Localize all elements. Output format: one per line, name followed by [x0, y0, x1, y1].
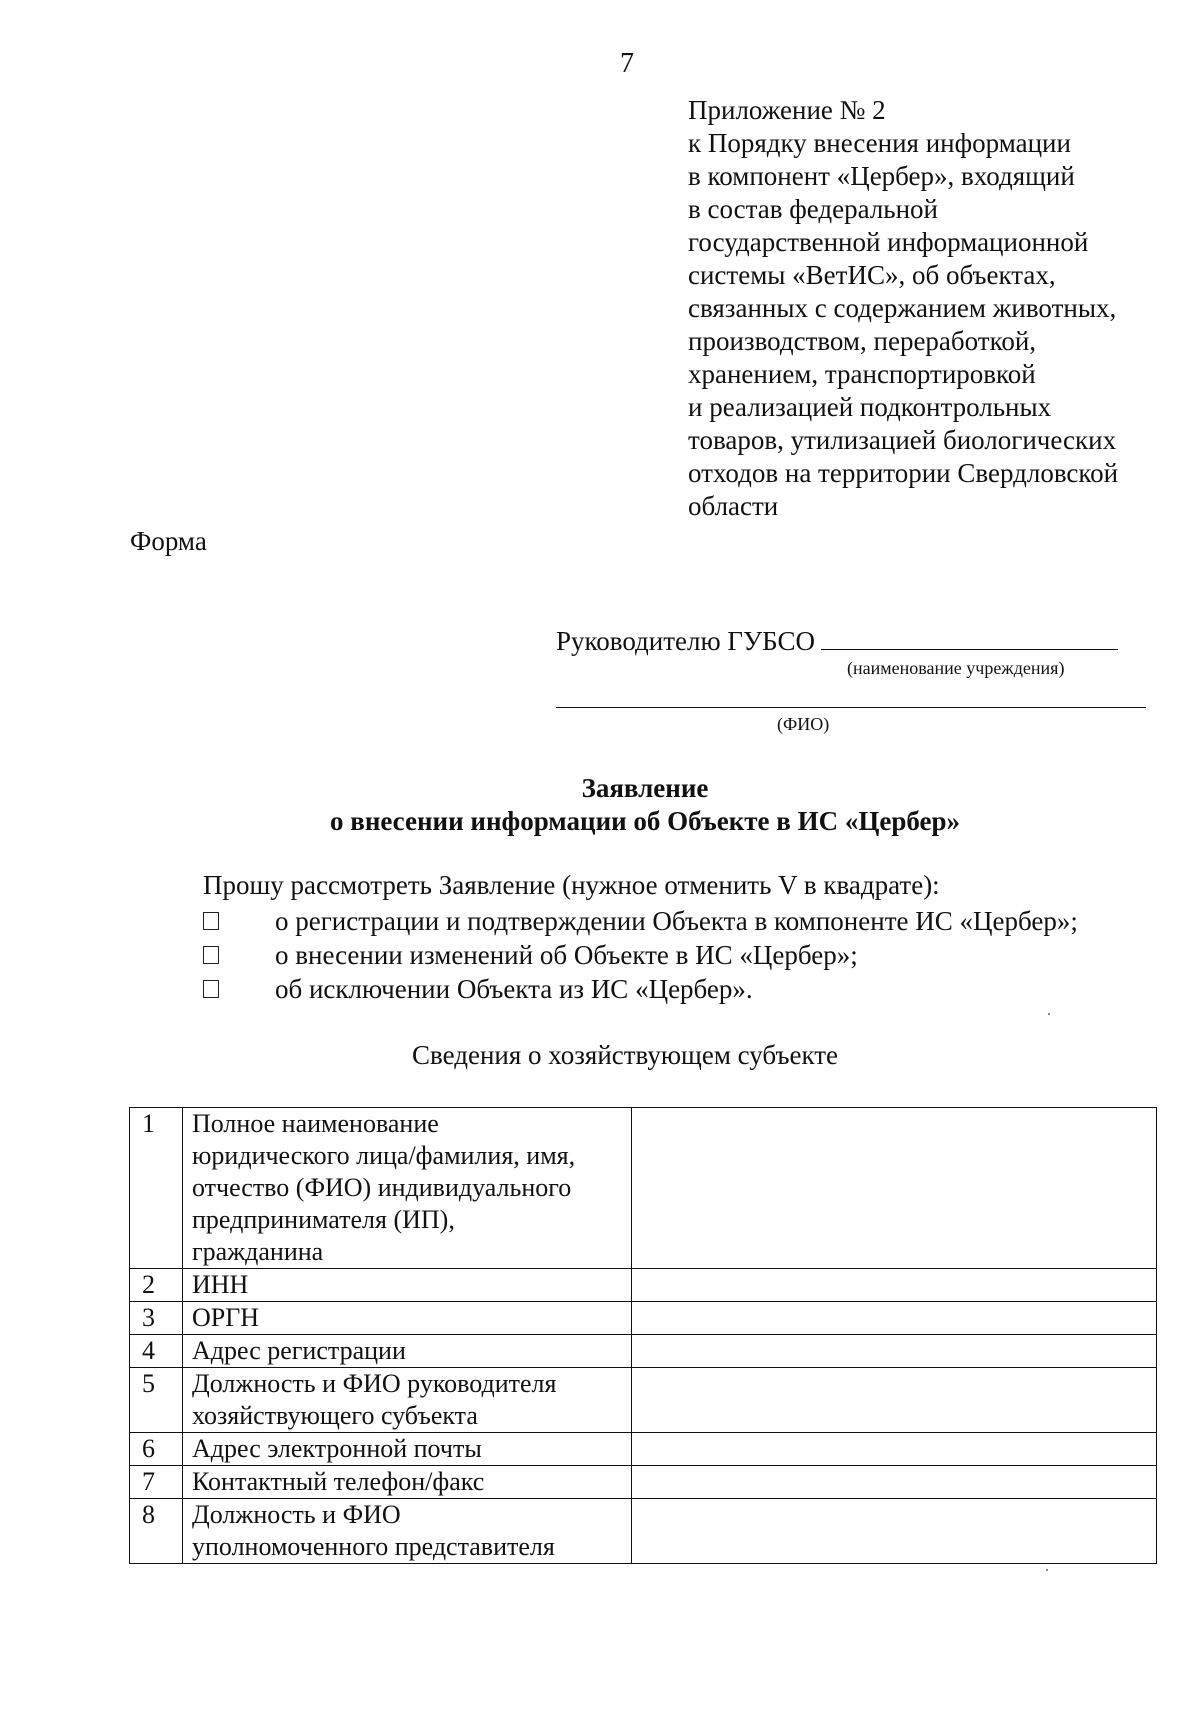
- row-label-line: предпринимателя (ИП),: [192, 1205, 455, 1234]
- scan-speck: [1046, 1569, 1048, 1571]
- row-label-line: Должность и ФИО: [192, 1500, 401, 1529]
- option-exclusion: [203, 974, 753, 1005]
- institution-name-field[interactable]: [821, 625, 1118, 650]
- row-value[interactable]: [632, 1302, 1157, 1335]
- row-number: 3: [130, 1302, 183, 1335]
- row-label-line: Контактный телефон/факс: [192, 1467, 485, 1496]
- row-label: [183, 1335, 632, 1368]
- table-row: [130, 1499, 1157, 1564]
- table-row: [130, 1335, 1157, 1368]
- table-row: [130, 1302, 1157, 1335]
- addressee-line: [556, 625, 1118, 657]
- appendix-line: товаров, утилизацией биологических: [688, 425, 1117, 455]
- document-subtitle: о внесении информации об Объекте в ИС «Цербер»: [329, 806, 961, 836]
- row-number: 1: [130, 1108, 183, 1269]
- option-changes: [203, 940, 858, 971]
- checkbox[interactable]: [203, 912, 219, 930]
- row-number: 8: [130, 1499, 183, 1564]
- row-value[interactable]: [632, 1433, 1157, 1466]
- institution-name-hint: (наименование учреждения): [847, 658, 1065, 678]
- addressee-label: Руководителю ГУБСО: [556, 626, 815, 656]
- page-number: 7: [620, 48, 634, 79]
- row-number: 7: [130, 1466, 183, 1499]
- row-label-line: Адрес электронной почты: [192, 1434, 482, 1463]
- option-label: о регистрации и подтверждении Объекта в компоненте ИС «Цербер»;: [275, 906, 1078, 936]
- appendix-line: в состав федеральной: [688, 194, 939, 224]
- row-label-line: отчество (ФИО) индивидуального: [192, 1173, 572, 1202]
- request-intro: Прошу рассмотреть Заявление (нужное отменить V в квадрате):: [203, 870, 940, 900]
- row-label: [183, 1302, 632, 1335]
- row-number: 4: [130, 1335, 183, 1368]
- entity-info-table: [129, 1107, 1157, 1564]
- appendix-line: в компонент «Цербер», входящий: [688, 161, 1075, 191]
- row-value[interactable]: [632, 1466, 1157, 1499]
- section-title: Сведения о хозяйствующем субъекте: [412, 1040, 838, 1070]
- appendix-line: системы «ВетИС», об объектах,: [688, 260, 1056, 290]
- appendix-line: и реализацией подконтрольных: [688, 392, 1052, 422]
- appendix-line: хранением, транспортировкой: [688, 359, 1036, 389]
- row-number: 5: [130, 1368, 183, 1433]
- row-label-line: Адрес регистрации: [192, 1336, 406, 1365]
- table-row: [130, 1108, 1157, 1269]
- appendix-line: к Порядку внесения информации: [688, 128, 1071, 158]
- table-row: [130, 1466, 1157, 1499]
- row-value[interactable]: [632, 1335, 1157, 1368]
- option-registration: [203, 906, 1078, 937]
- form-label: Форма: [130, 526, 207, 556]
- row-label-line: хозяйствующего субъекта: [192, 1401, 478, 1430]
- scan-speck: [1048, 1013, 1050, 1015]
- row-value[interactable]: [632, 1499, 1157, 1564]
- row-value[interactable]: [632, 1269, 1157, 1302]
- document-title: Заявление: [581, 773, 709, 803]
- option-label: об исключении Объекта из ИС «Цербер».: [275, 974, 753, 1004]
- row-label-line: Должность и ФИО руководителя: [192, 1369, 557, 1398]
- table-row: [130, 1433, 1157, 1466]
- row-label-line: ОРГН: [192, 1303, 260, 1332]
- option-label: о внесении изменений об Объекте в ИС «Цербер»;: [275, 940, 858, 970]
- row-value[interactable]: [632, 1368, 1157, 1433]
- row-number: 2: [130, 1269, 183, 1302]
- row-label-line: ИНН: [192, 1270, 249, 1299]
- row-label: [183, 1368, 632, 1433]
- fio-hint: (ФИО): [777, 714, 830, 734]
- row-label-line: гражданина: [192, 1237, 324, 1266]
- row-label: [183, 1499, 632, 1564]
- row-label: [183, 1466, 632, 1499]
- appendix-header: [688, 94, 1188, 523]
- appendix-line: отходов на территории Свердловской: [688, 458, 1119, 488]
- row-label-line: Полное наименование: [192, 1109, 439, 1138]
- checkbox[interactable]: [203, 946, 219, 964]
- row-value[interactable]: [632, 1108, 1157, 1269]
- row-label-line: юридического лица/фамилия, имя,: [192, 1141, 576, 1170]
- appendix-line: области: [688, 491, 779, 521]
- row-label-line: уполномоченного представителя: [192, 1532, 555, 1561]
- appendix-line: Приложение № 2: [688, 95, 886, 125]
- row-label: [183, 1269, 632, 1302]
- row-label: [183, 1433, 632, 1466]
- fio-field[interactable]: [556, 707, 1146, 708]
- row-number: 6: [130, 1433, 183, 1466]
- appendix-line: связанных с содержанием животных,: [688, 293, 1117, 323]
- appendix-line: государственной информационной: [688, 227, 1089, 257]
- appendix-line: производством, переработкой,: [688, 326, 1037, 356]
- table-row: [130, 1269, 1157, 1302]
- checkbox[interactable]: [203, 980, 219, 998]
- table-row: [130, 1368, 1157, 1433]
- row-label: [183, 1108, 632, 1269]
